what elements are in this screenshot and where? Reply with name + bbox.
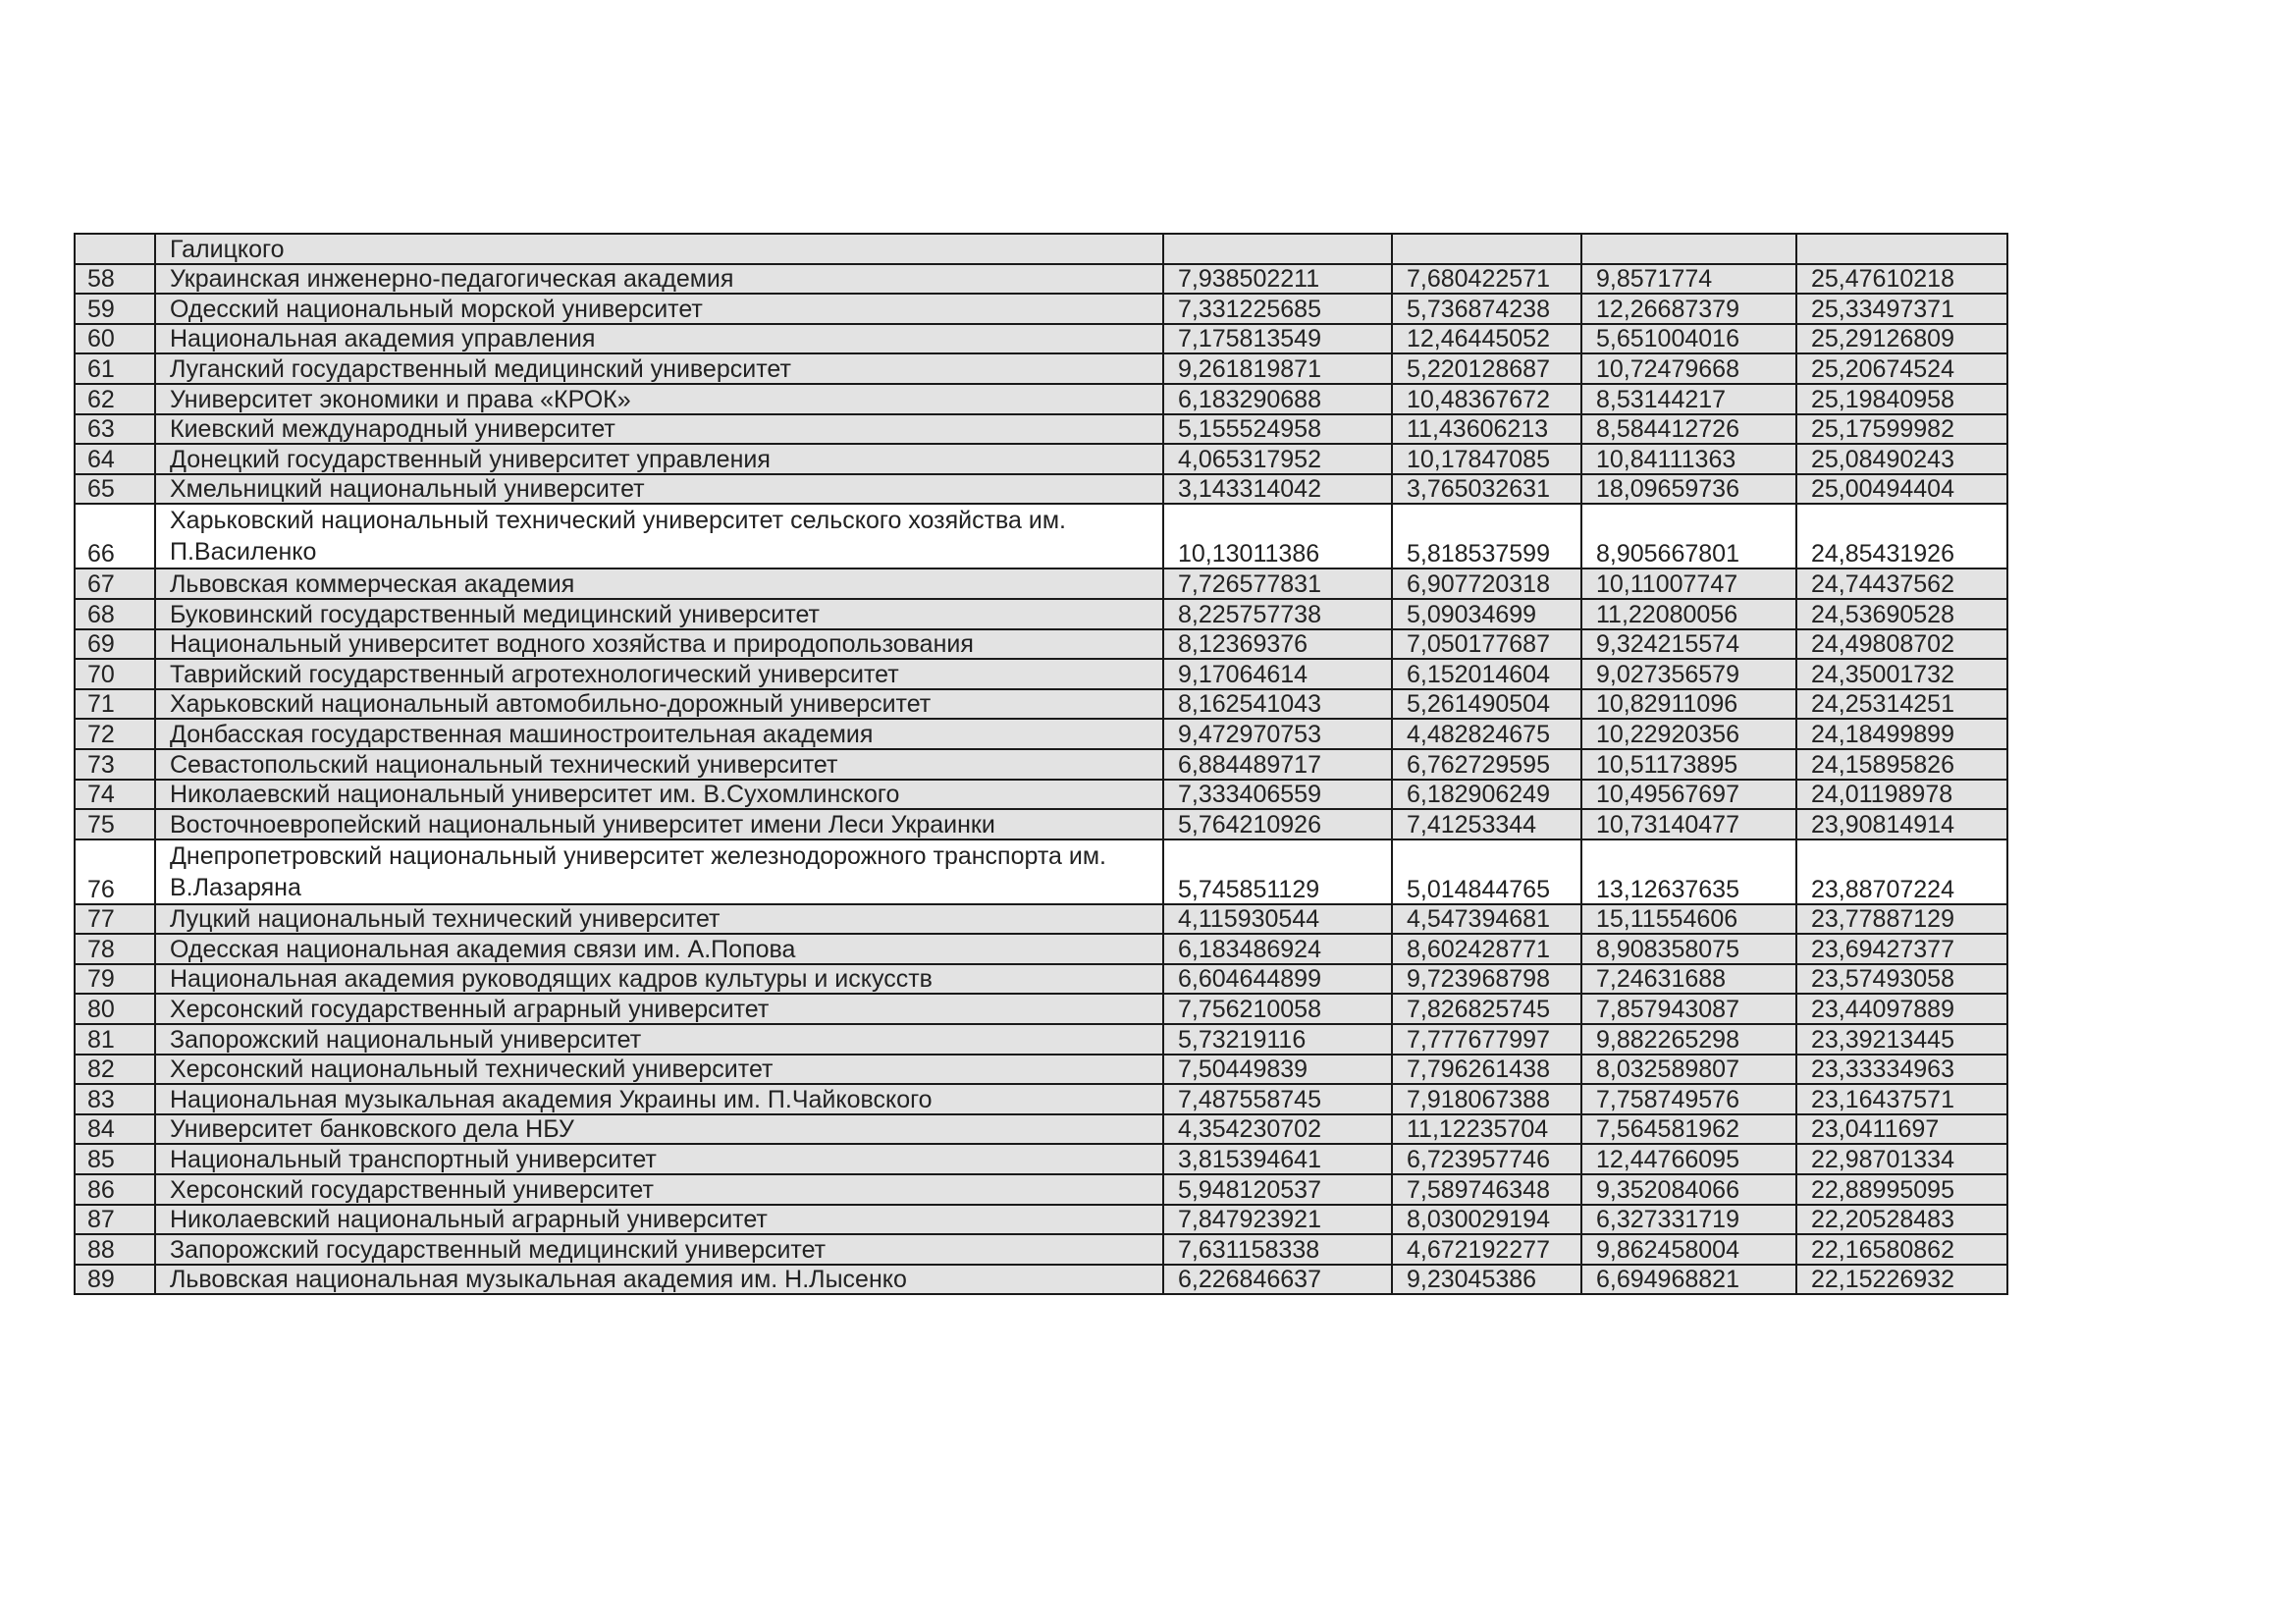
score-b-cell: 6,182906249 — [1392, 780, 1581, 810]
score-b-cell: 3,765032631 — [1392, 474, 1581, 505]
score-b-cell: 5,261490504 — [1392, 689, 1581, 720]
table-row — [75, 629, 2007, 660]
table-row — [75, 1055, 2007, 1085]
score-c-cell: 12,44766095 — [1581, 1144, 1796, 1174]
score-a-cell: 7,175813549 — [1163, 324, 1392, 354]
rank-cell: 66 — [75, 504, 155, 568]
total-score-cell: 22,20528483 — [1796, 1205, 2007, 1235]
university-name-cell: Николаевский национальный аграрный университет — [155, 1205, 1163, 1235]
rank-cell: 60 — [75, 324, 155, 354]
score-b-cell: 5,736874238 — [1392, 294, 1581, 324]
rank-cell: 84 — [75, 1114, 155, 1145]
rank-cell: 73 — [75, 749, 155, 780]
total-score-cell: 22,16580862 — [1796, 1234, 2007, 1265]
rank-cell — [75, 234, 155, 264]
total-score-cell: 25,17599982 — [1796, 414, 2007, 445]
score-c-cell: 13,12637635 — [1581, 839, 1796, 904]
score-c-cell: 7,24631688 — [1581, 964, 1796, 995]
score-b-cell: 8,030029194 — [1392, 1205, 1581, 1235]
score-a-cell: 7,938502211 — [1163, 264, 1392, 295]
score-c-cell — [1581, 234, 1796, 264]
score-c-cell: 8,905667801 — [1581, 504, 1796, 568]
university-name-cell: Николаевский национальный университет им. В.Сухомлинского — [155, 780, 1163, 810]
score-a-cell: 7,726577831 — [1163, 568, 1392, 599]
university-name-cell: Украинская инженерно-педагогическая академия — [155, 264, 1163, 295]
table-row — [75, 504, 2007, 568]
rank-cell: 74 — [75, 780, 155, 810]
score-b-cell — [1392, 234, 1581, 264]
rank-cell: 65 — [75, 474, 155, 505]
table-row — [75, 353, 2007, 384]
score-a-cell: 6,226846637 — [1163, 1265, 1392, 1295]
table-row — [75, 599, 2007, 629]
total-score-cell: 22,88995095 — [1796, 1174, 2007, 1205]
total-score-cell: 24,49808702 — [1796, 629, 2007, 660]
total-score-cell: 24,18499899 — [1796, 719, 2007, 749]
total-score-cell: 25,47610218 — [1796, 264, 2007, 295]
score-c-cell: 18,09659736 — [1581, 474, 1796, 505]
rank-cell: 71 — [75, 689, 155, 720]
score-a-cell: 4,354230702 — [1163, 1114, 1392, 1145]
rank-cell: 86 — [75, 1174, 155, 1205]
table-row — [75, 1265, 2007, 1295]
table-row — [75, 780, 2007, 810]
table-row — [75, 659, 2007, 689]
score-b-cell: 6,762729595 — [1392, 749, 1581, 780]
university-name-cell: Национальная академия управления — [155, 324, 1163, 354]
total-score-cell: 24,85431926 — [1796, 504, 2007, 568]
table-row — [75, 1205, 2007, 1235]
table-row — [75, 234, 2007, 264]
score-a-cell: 8,162541043 — [1163, 689, 1392, 720]
score-a-cell — [1163, 234, 1392, 264]
rank-cell: 61 — [75, 353, 155, 384]
score-b-cell: 4,672192277 — [1392, 1234, 1581, 1265]
university-name-cell: Луганский государственный медицинский университет — [155, 353, 1163, 384]
score-b-cell: 6,723957746 — [1392, 1144, 1581, 1174]
score-a-cell: 9,17064614 — [1163, 659, 1392, 689]
rank-cell: 89 — [75, 1265, 155, 1295]
score-a-cell: 8,225757738 — [1163, 599, 1392, 629]
score-a-cell: 3,143314042 — [1163, 474, 1392, 505]
score-b-cell: 10,17847085 — [1392, 444, 1581, 474]
university-name-cell: Запорожский государственный медицинский университет — [155, 1234, 1163, 1265]
score-c-cell: 9,882265298 — [1581, 1024, 1796, 1055]
total-score-cell: 25,20674524 — [1796, 353, 2007, 384]
university-name-cell: Донбасская государственная машиностроительная академия — [155, 719, 1163, 749]
score-c-cell: 9,027356579 — [1581, 659, 1796, 689]
rank-cell: 75 — [75, 809, 155, 839]
total-score-cell: 25,19840958 — [1796, 384, 2007, 414]
score-a-cell: 9,261819871 — [1163, 353, 1392, 384]
table-row — [75, 994, 2007, 1024]
score-c-cell: 10,51173895 — [1581, 749, 1796, 780]
score-c-cell: 9,352084066 — [1581, 1174, 1796, 1205]
university-name-cell: Львовская национальная музыкальная академия им. Н.Лысенко — [155, 1265, 1163, 1295]
university-ranking-table — [74, 233, 2008, 1295]
rank-cell: 67 — [75, 568, 155, 599]
table-row — [75, 1144, 2007, 1174]
score-a-cell: 7,331225685 — [1163, 294, 1392, 324]
score-c-cell: 10,49567697 — [1581, 780, 1796, 810]
university-name-cell: Университет экономики и права «КРОК» — [155, 384, 1163, 414]
score-b-cell: 7,589746348 — [1392, 1174, 1581, 1205]
university-name-cell: Одесский национальный морской университет — [155, 294, 1163, 324]
table-row — [75, 444, 2007, 474]
score-a-cell: 4,115930544 — [1163, 904, 1392, 935]
score-a-cell: 5,745851129 — [1163, 839, 1392, 904]
score-b-cell: 11,43606213 — [1392, 414, 1581, 445]
ranking-table-container — [74, 233, 2008, 1295]
score-a-cell: 10,13011386 — [1163, 504, 1392, 568]
score-a-cell: 6,183486924 — [1163, 934, 1392, 964]
score-a-cell: 5,155524958 — [1163, 414, 1392, 445]
table-row — [75, 294, 2007, 324]
table-row — [75, 749, 2007, 780]
rank-cell: 58 — [75, 264, 155, 295]
table-row — [75, 809, 2007, 839]
score-a-cell: 6,884489717 — [1163, 749, 1392, 780]
score-b-cell: 7,777677997 — [1392, 1024, 1581, 1055]
university-name-cell: Буковинский государственный медицинский университет — [155, 599, 1163, 629]
score-c-cell: 10,73140477 — [1581, 809, 1796, 839]
total-score-cell: 24,35001732 — [1796, 659, 2007, 689]
score-c-cell: 7,564581962 — [1581, 1114, 1796, 1145]
university-name-cell: Восточноевропейский национальный университет имени Леси Украинки — [155, 809, 1163, 839]
university-name-cell: Университет банковского дела НБУ — [155, 1114, 1163, 1145]
score-b-cell: 12,46445052 — [1392, 324, 1581, 354]
score-c-cell: 8,908358075 — [1581, 934, 1796, 964]
total-score-cell: 24,53690528 — [1796, 599, 2007, 629]
total-score-cell: 23,88707224 — [1796, 839, 2007, 904]
score-c-cell: 6,327331719 — [1581, 1205, 1796, 1235]
score-c-cell: 9,8571774 — [1581, 264, 1796, 295]
score-a-cell: 8,12369376 — [1163, 629, 1392, 660]
table-row — [75, 474, 2007, 505]
score-a-cell: 7,847923921 — [1163, 1205, 1392, 1235]
score-c-cell: 15,11554606 — [1581, 904, 1796, 935]
score-c-cell: 11,22080056 — [1581, 599, 1796, 629]
university-name-cell: Севастопольский национальный технический университет — [155, 749, 1163, 780]
score-b-cell: 6,152014604 — [1392, 659, 1581, 689]
total-score-cell: 23,39213445 — [1796, 1024, 2007, 1055]
score-b-cell: 11,12235704 — [1392, 1114, 1581, 1145]
table-row — [75, 264, 2007, 295]
university-name-cell: Львовская коммерческая академия — [155, 568, 1163, 599]
score-b-cell: 5,220128687 — [1392, 353, 1581, 384]
table-body — [75, 234, 2007, 1294]
rank-cell: 81 — [75, 1024, 155, 1055]
score-b-cell: 7,918067388 — [1392, 1084, 1581, 1114]
university-name-cell: Одесская национальная академия связи им. А.Попова — [155, 934, 1163, 964]
score-b-cell: 7,41253344 — [1392, 809, 1581, 839]
score-c-cell: 10,11007747 — [1581, 568, 1796, 599]
table-row — [75, 1234, 2007, 1265]
table-row — [75, 964, 2007, 995]
score-a-cell: 7,333406559 — [1163, 780, 1392, 810]
rank-cell: 82 — [75, 1055, 155, 1085]
total-score-cell: 25,29126809 — [1796, 324, 2007, 354]
score-c-cell: 9,324215574 — [1581, 629, 1796, 660]
rank-cell: 78 — [75, 934, 155, 964]
score-b-cell: 6,907720318 — [1392, 568, 1581, 599]
table-row — [75, 324, 2007, 354]
score-b-cell: 4,482824675 — [1392, 719, 1581, 749]
score-a-cell: 7,756210058 — [1163, 994, 1392, 1024]
score-a-cell: 5,73219116 — [1163, 1024, 1392, 1055]
university-name-cell: Херсонский государственный университет — [155, 1174, 1163, 1205]
university-name-cell: Запорожский национальный университет — [155, 1024, 1163, 1055]
score-c-cell: 6,694968821 — [1581, 1265, 1796, 1295]
score-c-cell: 9,862458004 — [1581, 1234, 1796, 1265]
rank-cell: 59 — [75, 294, 155, 324]
total-score-cell: 24,15895826 — [1796, 749, 2007, 780]
rank-cell: 62 — [75, 384, 155, 414]
score-c-cell: 7,758749576 — [1581, 1084, 1796, 1114]
table-row — [75, 839, 2007, 904]
score-a-cell: 6,183290688 — [1163, 384, 1392, 414]
total-score-cell: 22,15226932 — [1796, 1265, 2007, 1295]
score-b-cell: 7,680422571 — [1392, 264, 1581, 295]
total-score-cell: 23,0411697 — [1796, 1114, 2007, 1145]
score-c-cell: 10,72479668 — [1581, 353, 1796, 384]
score-b-cell: 7,050177687 — [1392, 629, 1581, 660]
total-score-cell: 23,69427377 — [1796, 934, 2007, 964]
university-name-cell: Киевский международный университет — [155, 414, 1163, 445]
table-row — [75, 904, 2007, 935]
score-c-cell: 8,53144217 — [1581, 384, 1796, 414]
table-row — [75, 689, 2007, 720]
table-row — [75, 568, 2007, 599]
rank-cell: 68 — [75, 599, 155, 629]
total-score-cell: 25,00494404 — [1796, 474, 2007, 505]
university-name-cell: Национальная академия руководящих кадров культуры и искусств — [155, 964, 1163, 995]
score-b-cell: 7,796261438 — [1392, 1055, 1581, 1085]
rank-cell: 79 — [75, 964, 155, 995]
score-c-cell: 7,857943087 — [1581, 994, 1796, 1024]
total-score-cell: 25,33497371 — [1796, 294, 2007, 324]
rank-cell: 64 — [75, 444, 155, 474]
rank-cell: 85 — [75, 1144, 155, 1174]
total-score-cell: 23,57493058 — [1796, 964, 2007, 995]
score-a-cell: 5,948120537 — [1163, 1174, 1392, 1205]
rank-cell: 69 — [75, 629, 155, 660]
total-score-cell: 23,44097889 — [1796, 994, 2007, 1024]
university-name-cell: Национальный транспортный университет — [155, 1144, 1163, 1174]
table-row — [75, 934, 2007, 964]
score-a-cell: 5,764210926 — [1163, 809, 1392, 839]
rank-cell: 70 — [75, 659, 155, 689]
total-score-cell: 24,25314251 — [1796, 689, 2007, 720]
university-name-cell: Херсонский национальный технический университет — [155, 1055, 1163, 1085]
rank-cell: 63 — [75, 414, 155, 445]
score-c-cell: 10,84111363 — [1581, 444, 1796, 474]
score-b-cell: 9,23045386 — [1392, 1265, 1581, 1295]
university-name-cell: Харьковский национальный технический университет сельского хозяйства им. П.Василенко — [155, 504, 1163, 568]
rank-cell: 76 — [75, 839, 155, 904]
total-score-cell: 23,33334963 — [1796, 1055, 2007, 1085]
university-name-cell: Хмельницкий национальный университет — [155, 474, 1163, 505]
rank-cell: 88 — [75, 1234, 155, 1265]
table-row — [75, 1024, 2007, 1055]
rank-cell: 87 — [75, 1205, 155, 1235]
score-c-cell: 5,651004016 — [1581, 324, 1796, 354]
table-row — [75, 384, 2007, 414]
table-row — [75, 1084, 2007, 1114]
total-score-cell: 24,01198978 — [1796, 780, 2007, 810]
university-name-cell: Галицкого — [155, 234, 1163, 264]
rank-cell: 72 — [75, 719, 155, 749]
score-a-cell: 7,487558745 — [1163, 1084, 1392, 1114]
university-name-cell: Херсонский государственный аграрный университет — [155, 994, 1163, 1024]
university-name-cell: Луцкий национальный технический университет — [155, 904, 1163, 935]
university-name-cell: Таврийский государственный агротехнологический университет — [155, 659, 1163, 689]
score-a-cell: 9,472970753 — [1163, 719, 1392, 749]
total-score-cell: 24,74437562 — [1796, 568, 2007, 599]
total-score-cell: 23,90814914 — [1796, 809, 2007, 839]
university-name-cell: Национальный университет водного хозяйства и природопользования — [155, 629, 1163, 660]
score-b-cell: 5,014844765 — [1392, 839, 1581, 904]
table-row — [75, 414, 2007, 445]
university-name-cell: Донецкий государственный университет управления — [155, 444, 1163, 474]
table-row — [75, 1174, 2007, 1205]
university-name-cell: Национальная музыкальная академия Украины им. П.Чайковского — [155, 1084, 1163, 1114]
table-row — [75, 719, 2007, 749]
score-c-cell: 10,82911096 — [1581, 689, 1796, 720]
score-b-cell: 10,48367672 — [1392, 384, 1581, 414]
total-score-cell: 23,16437571 — [1796, 1084, 2007, 1114]
total-score-cell: 25,08490243 — [1796, 444, 2007, 474]
score-c-cell: 10,22920356 — [1581, 719, 1796, 749]
score-a-cell: 7,50449839 — [1163, 1055, 1392, 1085]
score-a-cell: 7,631158338 — [1163, 1234, 1392, 1265]
total-score-cell — [1796, 234, 2007, 264]
score-b-cell: 7,826825745 — [1392, 994, 1581, 1024]
score-b-cell: 4,547394681 — [1392, 904, 1581, 935]
university-name-cell: Днепропетровский национальный университет железнодорожного транспорта им. В.Лазаряна — [155, 839, 1163, 904]
rank-cell: 77 — [75, 904, 155, 935]
score-a-cell: 6,604644899 — [1163, 964, 1392, 995]
score-c-cell: 8,584412726 — [1581, 414, 1796, 445]
score-c-cell: 8,032589807 — [1581, 1055, 1796, 1085]
university-name-cell: Харьковский национальный автомобильно-дорожный университет — [155, 689, 1163, 720]
score-a-cell: 3,815394641 — [1163, 1144, 1392, 1174]
score-b-cell: 5,09034699 — [1392, 599, 1581, 629]
total-score-cell: 22,98701334 — [1796, 1144, 2007, 1174]
rank-cell: 80 — [75, 994, 155, 1024]
total-score-cell: 23,77887129 — [1796, 904, 2007, 935]
score-b-cell: 8,602428771 — [1392, 934, 1581, 964]
score-b-cell: 5,818537599 — [1392, 504, 1581, 568]
score-b-cell: 9,723968798 — [1392, 964, 1581, 995]
table-row — [75, 1114, 2007, 1145]
score-a-cell: 4,065317952 — [1163, 444, 1392, 474]
rank-cell: 83 — [75, 1084, 155, 1114]
score-c-cell: 12,26687379 — [1581, 294, 1796, 324]
